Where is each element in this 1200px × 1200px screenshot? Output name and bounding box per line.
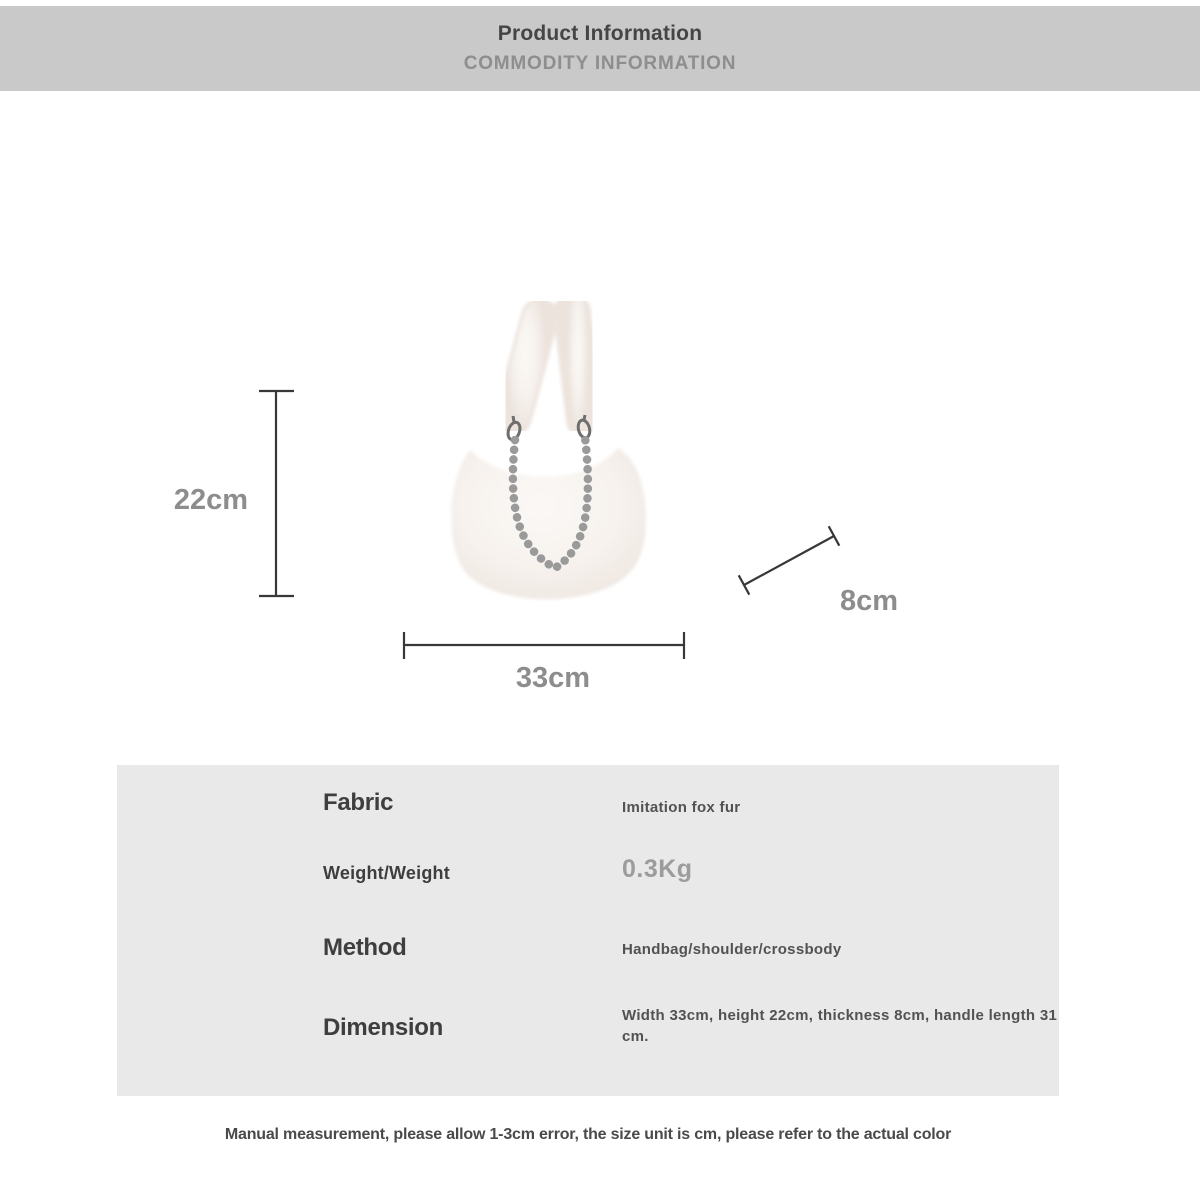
spec-value-method: Handbag/shoulder/crossbody [622,941,842,958]
spec-value-dimension: Width 33cm, height 22cm, thickness 8cm, handle length 31 cm. [622,1007,1058,1045]
spec-label-fabric: Fabric [323,789,394,816]
width-dimension-label: 33cm [515,662,591,694]
depth-measure-line [739,526,840,594]
bag-handle [513,312,585,420]
spec-value-weight: 0.3Kg [622,855,693,883]
width-measure-line [404,632,684,659]
page-subtitle: COMMODITY INFORMATION [463,53,737,74]
depth-dimension-label: 8cm [840,585,899,617]
spec-label-dimension: Dimension [323,1014,443,1041]
spec-value-fabric: Imitation fox fur [622,799,741,816]
spec-label-weight: Weight/Weight [323,863,450,883]
footer [117,1126,1059,1144]
spec-label-method: Method [323,934,407,961]
height-measure-line [259,391,294,596]
height-dimension-label: 22cm [173,484,248,516]
page-title: Product Information [497,22,703,45]
disclaimer-note: Manual measurement, please allow 1-3cm error, the size unit is cm, please refer to the actual color [224,1126,952,1143]
bag-body [451,448,646,599]
